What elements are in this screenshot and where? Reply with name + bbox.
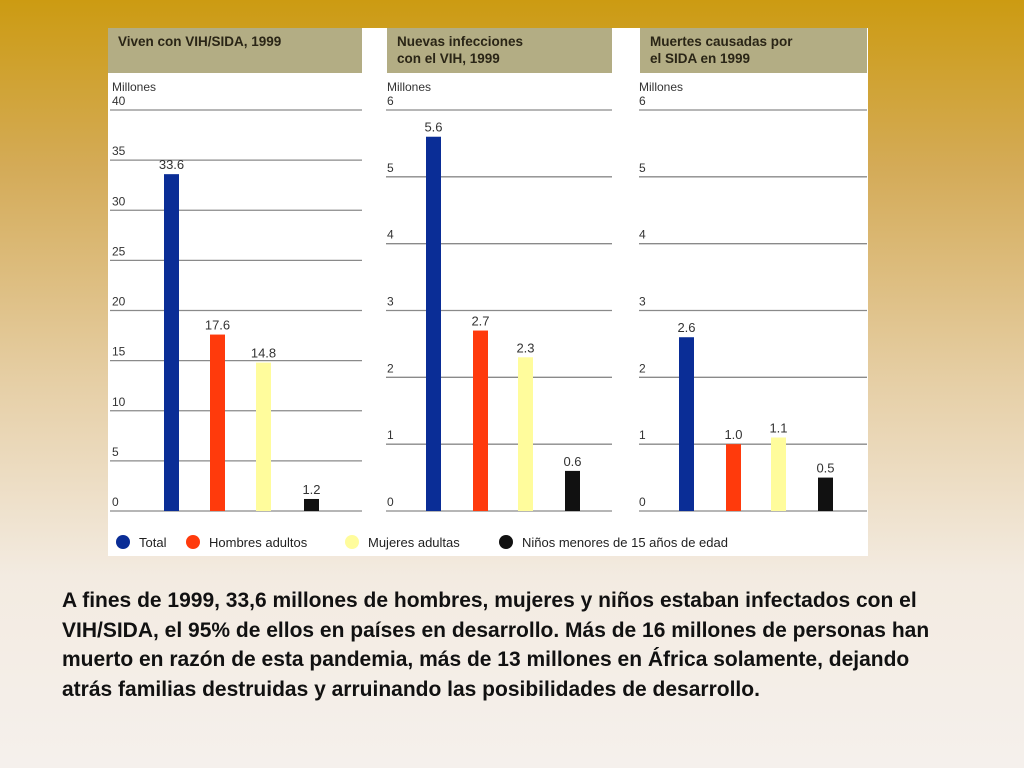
bar-value-label: 5.6	[424, 119, 443, 135]
y-tick-label: 5	[112, 444, 119, 459]
y-tick-label: 40	[112, 94, 126, 108]
legend-label: Total	[139, 534, 167, 550]
y-tick-label: 0	[112, 495, 119, 509]
y-axis-unit-label: Millones	[387, 80, 432, 94]
y-tick-label: 2	[387, 361, 394, 376]
y-tick-label: 3	[639, 294, 646, 309]
bar	[304, 499, 319, 511]
y-tick-label: 0	[387, 495, 394, 509]
bar-value-label: 33.6	[158, 157, 185, 173]
legend-item-men	[186, 534, 307, 550]
y-tick-label: 5	[387, 160, 394, 175]
y-tick-label: 3	[387, 294, 394, 309]
y-tick-label: 20	[112, 294, 126, 309]
bar	[726, 444, 741, 511]
y-tick-label: 0	[639, 495, 646, 509]
bar	[771, 437, 786, 511]
y-axis-unit-label: Millones	[112, 80, 157, 94]
panel-title-line: Nuevas infecciones	[397, 34, 524, 49]
chart-figure	[108, 28, 868, 556]
legend-label: Niños menores de 15 años de edad	[522, 534, 728, 550]
legend-item-children	[499, 534, 728, 550]
bar	[565, 471, 580, 511]
y-axis-unit-label: Millones	[639, 80, 684, 94]
legend	[108, 528, 868, 556]
panel-title-line: Viven con VIH/SIDA, 1999	[118, 34, 282, 49]
panel-title-line: Muertes causadas por	[650, 34, 793, 49]
bar	[518, 357, 533, 511]
y-tick-label: 2	[639, 361, 646, 376]
bar-value-label: 0.5	[816, 460, 835, 476]
y-tick-label: 1	[387, 428, 394, 443]
y-tick-label: 5	[639, 160, 646, 175]
y-tick-label: 15	[112, 344, 126, 359]
y-tick-label: 35	[112, 144, 126, 159]
legend-swatch-men	[186, 535, 200, 549]
bar	[818, 478, 833, 511]
y-tick-label: 6	[387, 94, 394, 108]
y-tick-label: 25	[112, 244, 126, 259]
bar-value-label: 17.6	[204, 317, 231, 333]
bar	[473, 331, 488, 511]
bar	[256, 363, 271, 511]
bar	[679, 337, 694, 511]
legend-label: Mujeres adultas	[368, 534, 460, 550]
legend-item-total	[116, 534, 166, 550]
legend-swatch-total	[116, 535, 130, 549]
bar-value-label: 1.2	[302, 481, 321, 497]
bar	[426, 137, 441, 511]
bar-value-label: 1.0	[724, 427, 743, 443]
bar	[164, 174, 179, 511]
panel-title-line: el SIDA en 1999	[650, 51, 751, 66]
y-tick-label: 10	[112, 394, 126, 409]
legend-item-women	[345, 534, 460, 550]
bar-value-label: 2.3	[516, 340, 535, 356]
panel-title-line: con el VIH, 1999	[397, 51, 500, 66]
bar	[210, 335, 225, 511]
y-tick-label: 6	[639, 94, 646, 108]
legend-swatch-women	[345, 535, 359, 549]
legend-swatch-children	[499, 535, 513, 549]
bar-value-label: 14.8	[250, 345, 277, 361]
caption-text: A fines de 1999, 33,6 millones de hombres, mujeres y niños estaban infectados con el VIH/SIDA, el 95% de ellos en países en desarrollo. Más de 16 millones de personas han muerto en razón de esta pandemia, más de 13 millones en África solamente, dejando atrás familias destruidas y arruinando las posibilidades de desarrollo.	[62, 589, 930, 701]
bar-charts	[108, 28, 868, 528]
bar-value-label: 0.6	[563, 453, 582, 469]
y-tick-label: 1	[639, 428, 646, 443]
legend-label: Hombres adultos	[209, 534, 308, 550]
bar-value-label: 2.7	[471, 313, 490, 329]
y-tick-label: 4	[639, 227, 646, 242]
y-tick-label: 30	[112, 194, 126, 209]
bar-value-label: 2.6	[677, 320, 696, 336]
y-tick-label: 4	[387, 227, 394, 242]
bar-value-label: 1.1	[769, 420, 788, 436]
